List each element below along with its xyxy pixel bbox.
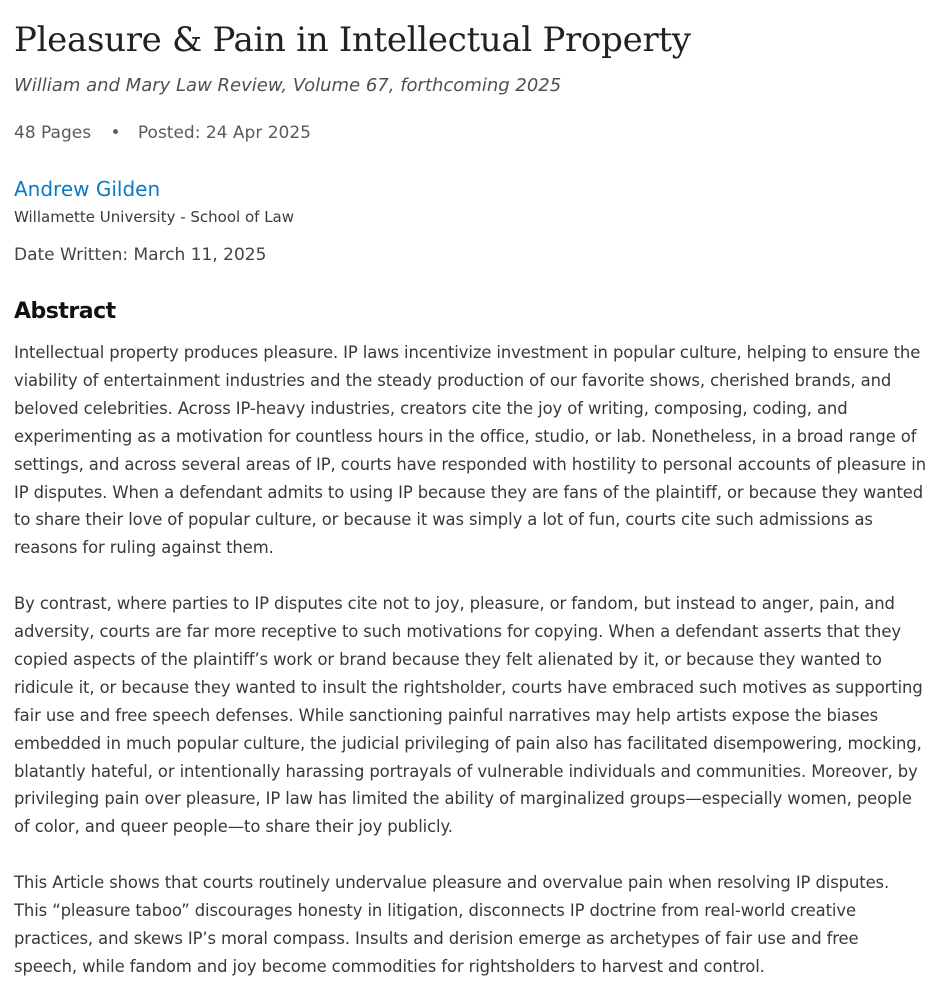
paper-meta <box>14 121 926 145</box>
abstract-body <box>14 339 926 981</box>
posted-date: Posted: 24 Apr 2025 <box>137 123 311 143</box>
paper-title: Pleasure & Pain in Intellectual Property <box>14 20 691 60</box>
abstract-paragraph: This Article shows that courts routinely undervalue pleasure and overvalue pain when resolving IP disputes. This “pleasure taboo” discourages honesty in litigation, disconnects IP doctrine from real-world creative practices, and skews IP’s moral compass. Insults and derision emerge as archetypes of fair use and free speech, while fandom and joy become commodities for rightsholders to harvest and control. <box>14 873 890 976</box>
journal-citation: William and Mary Law Review, Volume 67, forthcoming 2025 <box>14 75 562 96</box>
abstract-heading: Abstract <box>14 299 116 324</box>
author-affiliation: Willamette University - School of Law <box>14 208 295 226</box>
meta-separator: • <box>110 123 121 143</box>
abstract-paragraph: By contrast, where parties to IP disputes cite not to joy, pleasure, or fandom, but instead to anger, pain, and adversity, courts are far more receptive to such motivations for copying. When a defendant asserts that they copied aspects of the plaintiff’s work or brand because they felt alienated by it, or because they wanted to ridicule it, or because they wanted to insult the rightsholder, courts have embraced such motives as supporting fair use and free speech defenses. While sanctioning painful narratives may help artists expose the biases embedded in much popular culture, the judicial privileging of pain also has facilitated disempowering, mocking, blatantly hateful, or intentionally harassing portrayals of vulnerable individuals and communities. Moreover, by privileging pain over pleasure, IP law has limited the ability of marginalized groups—especially women, people of color, and queer people—to share their joy publicly. <box>14 594 923 837</box>
author <box>14 176 926 202</box>
author-link[interactable]: Andrew Gilden <box>14 177 161 201</box>
date-written: Date Written: March 11, 2025 <box>14 245 267 265</box>
abstract-paragraph: Intellectual property produces pleasure. IP laws incentivize investment in popular culture, helping to ensure the viability of entertainment industries and the steady production of our favorite shows, cherished brands, and beloved celebrities. Across IP-heavy industries, creators cite the joy of writing, composing, coding, and experimenting as a motivation for countless hours in the office, studio, or lab. Nonetheless, in a broad range of settings, and across several areas of IP, courts have responded with hostility to personal accounts of pleasure in IP disputes. When a defendant admits to using IP because they are fans of the plaintiff, or because they wanted to share their love of popular culture, or because it was simply a lot of fun, courts cite such admissions as reasons for ruling against them. <box>14 343 926 558</box>
page-count: 48 Pages <box>14 123 92 143</box>
